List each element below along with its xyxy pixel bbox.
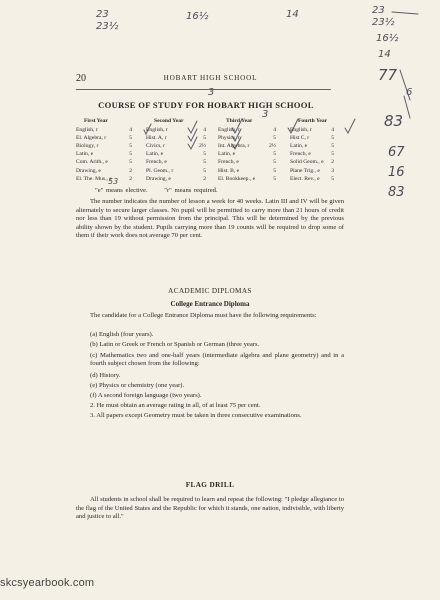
course-subject: Hist. A, r (146, 135, 167, 142)
course-subject: English, r (290, 127, 312, 133)
lessons-per-week: 5 (331, 135, 334, 142)
page-number: 20 (76, 73, 86, 84)
lessons-per-week: 5 (129, 151, 132, 158)
lessons-per-week: 5 (203, 167, 206, 174)
lessons-per-week: 4 (129, 127, 132, 133)
course-subject: El. Algebra, r (76, 135, 107, 142)
pencil-note: 83 (388, 185, 405, 200)
running-header (76, 73, 345, 85)
pencil-note: 23 (372, 5, 385, 16)
diploma-intro-text: The candidate for a College Entrance Diploma must have the following requirements: (90, 312, 317, 319)
course-of-study-heading: COURSE OF STUDY FOR HOBART HIGH SCHOOL (98, 100, 314, 110)
course-subject: Latin, e (76, 151, 94, 158)
course-subject: French, e (290, 151, 311, 158)
diploma-intro (76, 312, 344, 321)
course-subject: Com. Arith., e (76, 159, 108, 166)
lessons-per-week: 5 (273, 159, 276, 166)
pencil-note: 23½ (96, 21, 119, 32)
pencil-note: 6 (406, 87, 413, 98)
course-subject: Physics, r (218, 135, 240, 142)
course-subject: Drawing, e (76, 167, 101, 174)
pencil-note: 3 (208, 87, 215, 98)
pencil-note: 16½ (186, 11, 209, 22)
underline-mark (392, 12, 418, 14)
lessons-per-week: 4 (273, 127, 276, 133)
course-notes-paragraph: The number indicates the number of lesson a week for 40 weeks. Latin III and IV will be given alternately to secure larger classes. No pupil will be permitted to carry more than 21 hours of credit nor less than 19 without permission from the principal. This will be determined by the previous ability shown by the student. Pupils carrying more than 19 counts will be required to drop some of them if their work does not average 70 per cent. (76, 198, 344, 240)
pencil-note: 14 (286, 9, 299, 20)
diploma-requirements (76, 330, 344, 423)
slash-mark-right-2 (404, 96, 410, 118)
check-mark-fourth (345, 119, 355, 133)
course-subject: El. Bookkeep., e (218, 175, 256, 182)
pencil-note: 67 (388, 145, 405, 160)
pencil-note: 53 (108, 177, 119, 186)
pencil-note: 23½ (372, 17, 395, 28)
lessons-per-week: 5 (129, 159, 132, 166)
pencil-note: 23 (96, 9, 109, 20)
lessons-per-week: 5 (273, 167, 276, 174)
course-subject: Drawing, e (146, 175, 171, 182)
lessons-per-week: 4 (331, 127, 334, 133)
header-rule (76, 89, 331, 90)
site-watermark: skcsyearbook.com (0, 577, 95, 589)
course-subject: Latin, e (218, 151, 236, 158)
flag-drill-paragraph: All students in school shall be required to learn and repeat the following: "I pledge allegiance to the flag of the United States and the Republic for which it stands, one nation, indivisible, with liberty and justice to all." (76, 496, 344, 521)
requirement-item: (b) Latin or Greek or French or Spanish or German (three years. (90, 341, 260, 348)
lessons-per-week: 2½ (199, 143, 206, 150)
flag-drill-text (76, 496, 344, 522)
course-subject: Biology, r (76, 143, 99, 150)
legend-required: "r" means required. (164, 187, 218, 194)
lessons-per-week: 5 (331, 175, 334, 182)
column-header-first-year: First Year (84, 118, 108, 124)
requirement-item: (c) Mathematics two and one-half years (intermediate algebra and plane geometry) and in a fourth subject chosen from the following: (90, 351, 344, 367)
requirement-item: (e) Physics or chemistry (one year). (90, 381, 185, 389)
legend-elective: "e" means elective. (95, 187, 148, 194)
pencil-note: 16½ (376, 33, 399, 44)
course-subject: Latin, e (290, 143, 308, 150)
lessons-per-week: 5 (203, 159, 206, 166)
pencil-note: 14 (378, 49, 391, 60)
lessons-per-week: 2 (129, 175, 132, 182)
lessons-per-week: 2 (203, 175, 206, 182)
pencil-note: 83 (384, 112, 404, 130)
lessons-per-week: 5 (203, 135, 206, 142)
course-subject: Civics, r (146, 143, 165, 150)
course-subject: English, r (218, 127, 240, 133)
course-subject: French, e (146, 159, 167, 166)
course-subject: Latin, e (146, 151, 164, 158)
course-subject: Hist. B, e (218, 167, 240, 174)
column-header-third-year: Third Year (226, 118, 253, 124)
academic-diplomas-heading: ACADEMIC DIPLOMAS (168, 287, 252, 295)
column-header-second-year: Second Year (154, 118, 184, 124)
course-subject: English, r (146, 127, 168, 133)
lessons-per-week: 5 (273, 135, 276, 142)
lessons-per-week: 5 (273, 151, 276, 158)
requirement-item: (d) History. (90, 371, 121, 379)
course-subject: French, e (218, 159, 239, 166)
running-head-title: HOBART HIGH SCHOOL (163, 74, 258, 82)
course-subject: Hist C, r (290, 135, 310, 142)
lessons-per-week: 5 (129, 143, 132, 150)
lessons-per-week: 5 (129, 135, 132, 142)
course-notes (76, 198, 344, 241)
lessons-per-week: 2 (129, 167, 132, 174)
course-subject: English, r (76, 127, 98, 133)
column-header-fourth-year: Fourth Year (298, 118, 328, 124)
requirement-item: 3. All papers except Geometry must be taken in three consecutive examinations. (90, 412, 302, 419)
lessons-per-week: 3 (331, 167, 334, 174)
course-subject: Elect. Rev., e (290, 175, 320, 182)
course-subject: El. The. Mus., e (76, 175, 112, 182)
course-subject: Plane Trig., e (290, 167, 320, 174)
lessons-per-week: 5 (203, 151, 206, 158)
requirement-item: (a) English (four years). (90, 331, 154, 338)
lessons-per-week: 2 (331, 159, 334, 166)
pencil-note: 16 (388, 165, 405, 180)
college-entrance-subheading: College Entrance Diploma (170, 300, 250, 308)
legend (95, 187, 232, 194)
pencil-note: 3 (262, 109, 269, 120)
requirement-item: (f) A second foreign language (two years). (90, 391, 202, 399)
lessons-per-week: 4 (203, 127, 206, 133)
lessons-per-week: 5 (273, 175, 276, 182)
course-subject: Pl. Geom., r (146, 167, 174, 174)
course-subject: Solid Geom., e (290, 159, 324, 166)
lessons-per-week: 5 (331, 143, 334, 150)
lessons-per-week: 2½ (269, 143, 276, 150)
pencil-note: 77 (378, 66, 398, 84)
lessons-per-week: 5 (331, 151, 334, 158)
course-subject: Int. Algebra, r (218, 143, 250, 150)
flag-drill-heading: FLAG DRILL (185, 481, 235, 489)
requirement-item: 2. He must obtain an average rating in all, of at least 75 per cent. (90, 401, 261, 409)
